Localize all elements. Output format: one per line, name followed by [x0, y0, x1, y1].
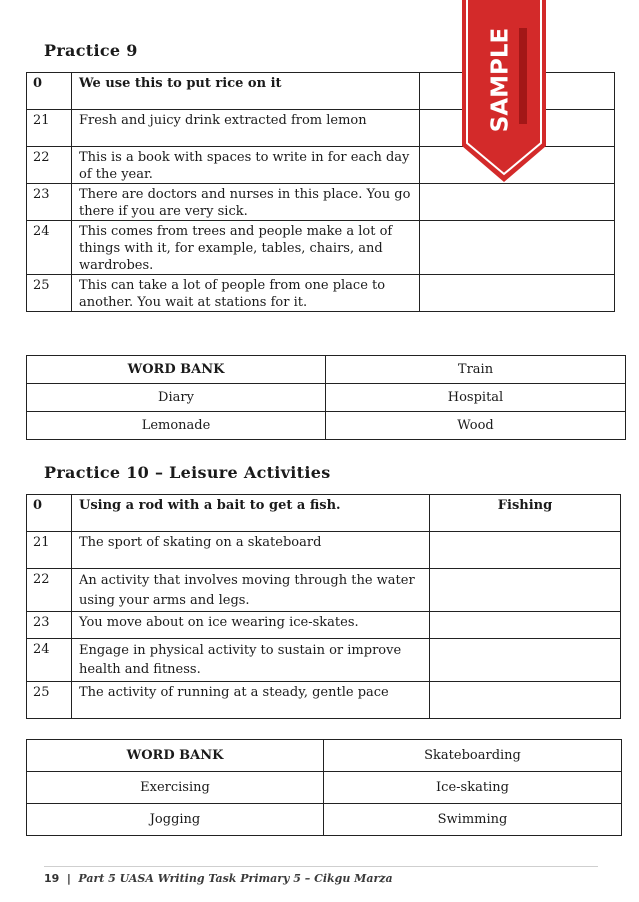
question-text: This comes from trees and people make a lot of things with it, for example, tables, chairs, and wardrobes.: [72, 221, 420, 275]
question-text: This can take a lot of people from one place to another. You wait at stations for it.: [72, 275, 420, 312]
answer-cell[interactable]: [420, 275, 615, 312]
word-bank-heading: WORD BANK: [27, 356, 326, 384]
table-row: [27, 682, 621, 719]
answer-cell[interactable]: [430, 532, 621, 569]
practice9-title: Practice 9: [44, 41, 138, 60]
table-row: [27, 612, 621, 639]
answer-cell[interactable]: Fishing: [430, 495, 621, 532]
word-bank-word: Swimming: [324, 804, 622, 836]
question-text: Engage in physical activity to sustain or improve health and fitness.: [72, 639, 430, 682]
table-row: [27, 221, 615, 275]
table-row: [27, 495, 621, 532]
question-number: 24: [27, 221, 72, 275]
word-bank-heading: WORD BANK: [27, 740, 324, 772]
table-row: [27, 384, 626, 412]
word-bank-word: Wood: [326, 412, 626, 440]
table-row: [27, 532, 621, 569]
word-bank-word: Hospital: [326, 384, 626, 412]
question-number: 24: [27, 639, 72, 682]
question-number: 22: [27, 147, 72, 184]
question-text: The sport of skating on a skateboard: [72, 532, 430, 569]
answer-cell[interactable]: [430, 612, 621, 639]
word-bank-word: Skateboarding: [324, 740, 622, 772]
question-number: 0: [27, 495, 72, 532]
table-row: [27, 639, 621, 682]
table-row: [27, 740, 622, 772]
question-text: Using a rod with a bait to get a fish.: [72, 495, 430, 532]
question-text: An activity that involves moving through the water using your arms and legs.: [72, 569, 430, 612]
practice10-word-bank: [26, 739, 622, 836]
question-text: Fresh and juicy drink extracted from lemon: [72, 110, 420, 147]
practice9-word-bank: [26, 355, 626, 440]
question-text: You move about on ice wearing ice-skates.: [72, 612, 430, 639]
practice10-question-table: [26, 494, 621, 719]
question-number: 0: [27, 73, 72, 110]
answer-cell[interactable]: [430, 682, 621, 719]
footer-separator: |: [66, 872, 71, 885]
question-number: 21: [27, 110, 72, 147]
table-row: [27, 412, 626, 440]
practice10-title: Practice 10 – Leisure Activities: [44, 463, 331, 482]
word-bank-word: Ice-skating: [324, 772, 622, 804]
word-bank-word: Jogging: [27, 804, 324, 836]
question-text: We use this to put rice on it: [72, 73, 420, 110]
page-footer: [44, 866, 598, 885]
table-row: [27, 804, 622, 836]
word-bank-word: Lemonade: [27, 412, 326, 440]
table-row: [27, 569, 621, 612]
table-row: [27, 772, 622, 804]
answer-cell[interactable]: [420, 221, 615, 275]
table-row: [27, 356, 626, 384]
sample-ribbon-icon: [462, 0, 546, 182]
question-number: 22: [27, 569, 72, 612]
question-text: This is a book with spaces to write in for each day of the year.: [72, 147, 420, 184]
question-text: There are doctors and nurses in this place. You go there if you are very sick.: [72, 184, 420, 221]
sample-stamp-text: SAMPLE: [487, 27, 514, 133]
question-number: 23: [27, 184, 72, 221]
word-bank-word: Exercising: [27, 772, 324, 804]
table-row: [27, 184, 615, 221]
question-number: 25: [27, 275, 72, 312]
answer-cell[interactable]: [430, 639, 621, 682]
word-bank-word: Diary: [27, 384, 326, 412]
question-number: 23: [27, 612, 72, 639]
word-bank-word: Train: [326, 356, 626, 384]
answer-cell[interactable]: [430, 569, 621, 612]
question-number: 21: [27, 532, 72, 569]
page-number: 19: [44, 872, 60, 885]
table-row: [27, 275, 615, 312]
question-number: 25: [27, 682, 72, 719]
answer-cell[interactable]: [420, 184, 615, 221]
question-text: The activity of running at a steady, gentle pace: [72, 682, 430, 719]
sample-stamp-strip: [519, 28, 527, 124]
footer-text: Part 5 UASA Writing Task Primary 5 – Cikgu Marza: [78, 872, 393, 885]
